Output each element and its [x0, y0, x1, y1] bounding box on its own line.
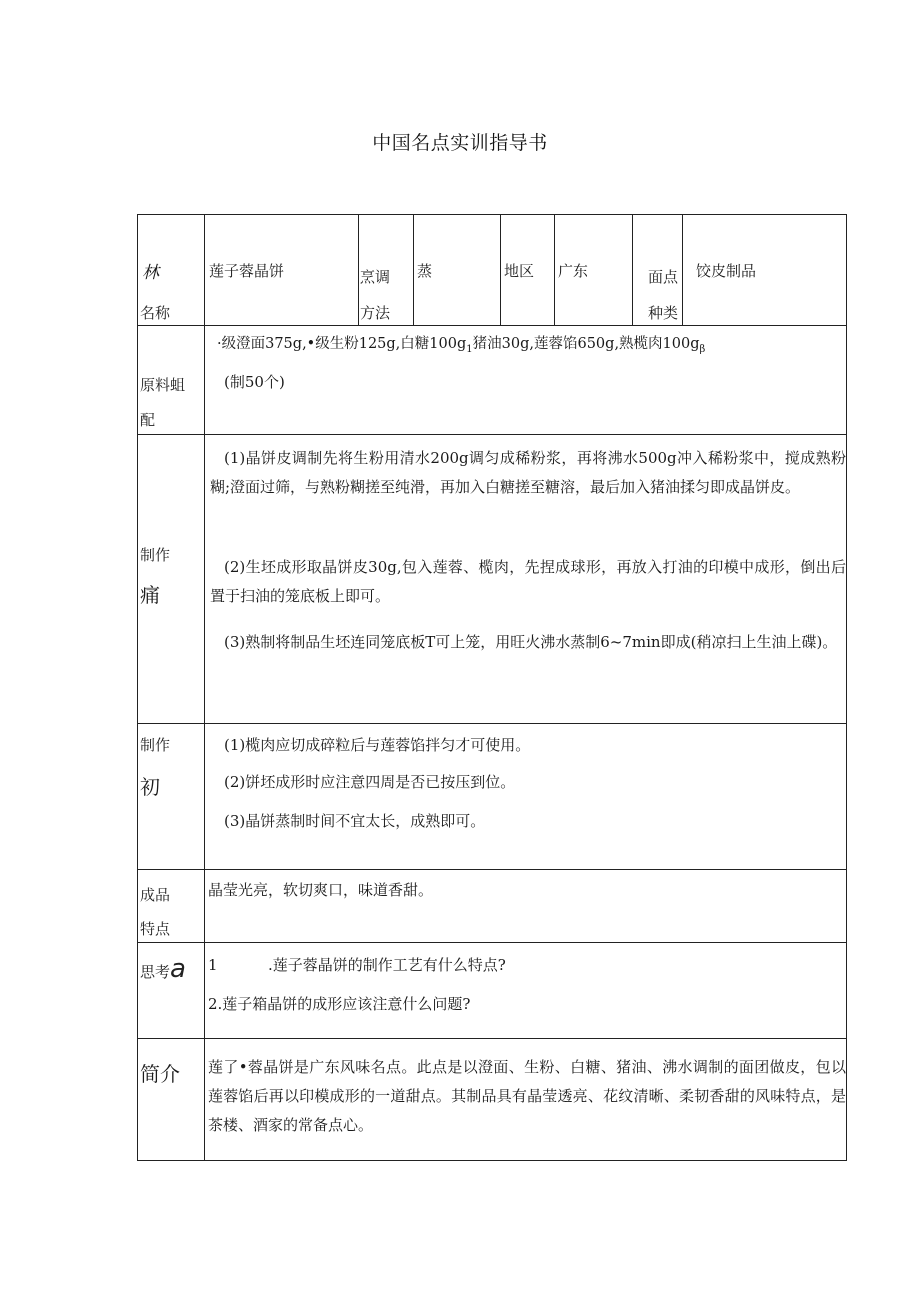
questions-label — [140, 956, 186, 982]
row-divider — [138, 434, 846, 435]
category-label-line2: 种类 — [648, 304, 679, 322]
recipe-table — [137, 214, 847, 1161]
method-label-line1: 烹调 — [360, 268, 391, 286]
question-1-number: 1 — [208, 956, 218, 974]
question-2: 2.莲子箱晶饼的成形应该注意什么问题? — [208, 995, 471, 1013]
name-label: 名称 — [140, 304, 171, 322]
process-label-line1: 制作 — [140, 546, 171, 564]
question-1: .莲子蓉晶饼的制作工艺有什么特点? — [268, 956, 506, 974]
process-step-3: (3)熟制将制品生坯连同笼底板T可上笼，用旺火沸水蒸制6~7min即成(稍凉扫上生油上碟)。 — [224, 633, 838, 651]
yield-note: (制50个) — [224, 373, 285, 391]
region-value: 广东 — [558, 262, 589, 280]
ingredients-sub-1: 1 — [466, 343, 473, 355]
row-divider — [138, 325, 846, 326]
header-cell-divider — [413, 215, 414, 325]
ingredients-line1-a: ·级澄面375g,•级生粉125g,白糖100g — [217, 336, 467, 352]
process-step-2: (2)生坯成形取晶饼皮30g,包入莲蓉、榄肉，先捏成球形，再放入打油的印模中成形，倒出后置于扫油的笼底板上即可。 — [210, 558, 846, 605]
header-cell-divider — [682, 215, 683, 325]
process-label-line2: 痛 — [140, 583, 160, 607]
ingredients-line1-b: 猪油30g,莲蓉馅650g,熟榄肉100g — [472, 336, 700, 352]
name-label-top: 林 — [142, 263, 159, 283]
intro-label: 简介 — [140, 1062, 180, 1086]
features-label-line1: 成品 — [140, 886, 171, 904]
intro-text: 莲了•蓉晶饼是广东风味名点。此点是以澄面、生粉、白糖、猪油、沸水调制的面团做皮，包以莲蓉馅后再以印模成形的一道甜点。其制品具有晶莹透亮、花纹清晰、柔韧香甜的风味特点，是茶楼、酒家的常备点心。 — [208, 1058, 846, 1134]
process-step-1: (1)晶饼皮调制先将生粉用清水200g调匀成稀粉浆，再将沸水500g冲入稀粉浆中，搅成熟粉糊;澄面过筛，与熟粉糊搓至纯滑，再加入白糖搓至糖溶，最后加入猪油揉匀即成晶饼皮。 — [210, 449, 846, 496]
header-cell-divider — [500, 215, 501, 325]
ingredients-label-line2: 配 — [140, 411, 156, 429]
notes-label-line1: 制作 — [140, 736, 171, 754]
ingredients-label-line1: 原料蛆 — [140, 376, 186, 394]
label-column-divider — [204, 215, 205, 1160]
name-value: 莲子蓉晶饼 — [209, 262, 285, 280]
row-divider — [138, 942, 846, 943]
row-divider — [138, 1038, 846, 1039]
notes-item-1: (1)榄肉应切成碎粒后与莲蓉馅拌匀才可使用。 — [224, 736, 531, 754]
header-cell-divider — [554, 215, 555, 325]
questions-label-text: 思考 — [140, 963, 171, 981]
features-value: 晶莹光亮，软切爽口，味道香甜。 — [208, 881, 434, 899]
header-cell-divider — [632, 215, 633, 325]
notes-item-2: (2)饼坯成形时应注意四周是否已按压到位。 — [224, 773, 516, 791]
category-value: 饺皮制品 — [696, 262, 757, 280]
category-label-line1: 面点 — [648, 268, 679, 286]
ingredients-sub-2: β — [699, 343, 706, 355]
questions-label-mark: a — [170, 954, 186, 984]
header-cell-divider — [358, 215, 359, 325]
row-divider — [138, 723, 846, 724]
method-value: 蒸 — [417, 262, 433, 280]
notes-label-line2: 初 — [140, 775, 160, 799]
features-label-line2: 特点 — [140, 920, 171, 938]
row-divider — [138, 869, 846, 870]
ingredients-list — [217, 334, 705, 360]
method-label-line2: 方法 — [360, 304, 391, 322]
document-title: 中国名点实训指导书 — [372, 132, 548, 154]
notes-item-3: (3)晶饼蒸制时间不宜太长，成熟即可。 — [224, 812, 486, 830]
region-label: 地区 — [504, 262, 535, 280]
